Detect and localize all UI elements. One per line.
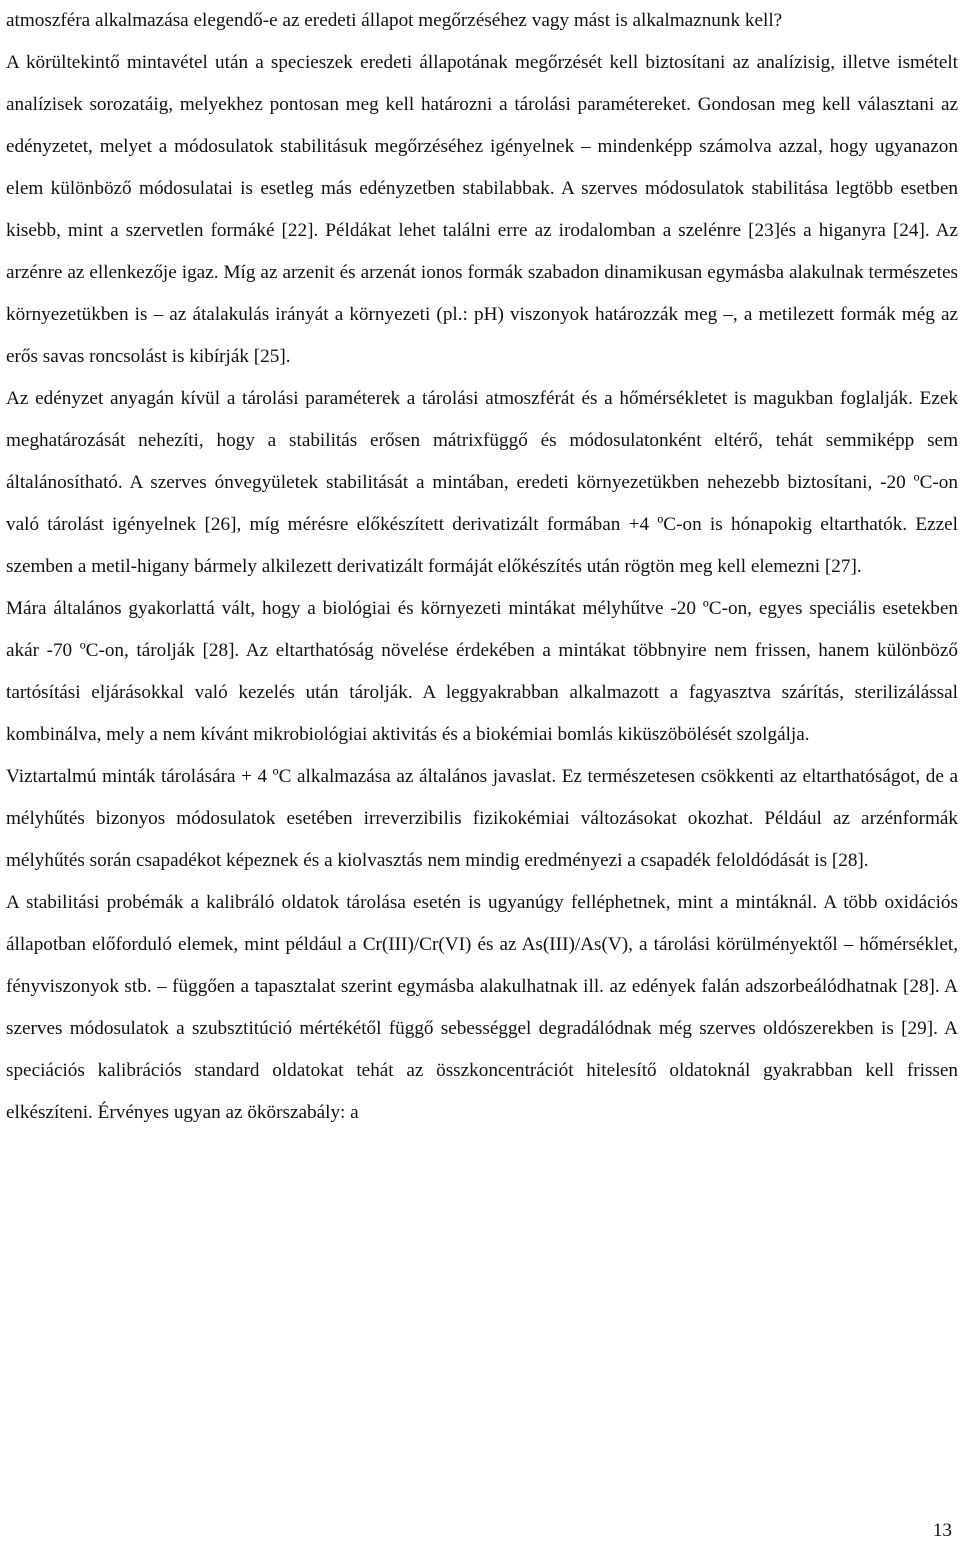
paragraph-calibration-stability: A stabilitási probémák a kalibráló oldatok tárolása esetén is ugyanúgy felléphetnek, mint a mintáknál. A több oxidációs állapotban előforduló elemek, mint például a Cr(III)/Cr(VI) és az As(III)/As(V), a tárolási körülményektől – hőmérséklet, fényviszonyok stb. – függően a tapasztalat szerint egymásba alakulhatnak ill. az edények falán adszorbeálódhatnak [28]. A szerves módosulatok a szubsztitúció mértékétől függő sebességgel degradálódnak még szerves oldószerekben is [29]. A speciációs kalibrációs standard oldatokat tehát az összkoncentrációt hitelesítő oldatoknál gyakrabban kell frissen elkészíteni. Érvényes ugyan az ökörszabály: a (6, 892, 958, 1123)
paragraph-aqueous-samples: Viztartalmú minták tárolására + 4 ºC alkalmazása az általános javaslat. Ez természetesen csökkenti az eltarthatóságot, de a mélyhűtés bizonyos módosulatok esetében irreverzibilis fizikokémiai változásokat okozhat. Például az arzénformák mélyhűtés során csapadékot képeznek és a kiolvasztás nem mindig eredményezi a csapadék feloldódását is [28]. (6, 766, 958, 871)
paragraph-deep-freezing: Mára általános gyakorlattá vált, hogy a biológiai és környezeti mintákat mélyhűtve -20 ºC-on, egyes speciális esetekben akár -70 ºC-on, tárolják [28]. Az eltarthatóság növelése érdekében a mintákat többnyire nem frissen, hanem különböző tartósítási eljárásokkal való kezelés után tárolják. A leggyakrabban alkalmazott a fagyasztva szárítás, sterilizálással kombinálva, mely a nem kívánt mikrobiológiai aktivitás és a biokémiai bomlás kiküszöbölését szolgálja. (6, 598, 958, 745)
page-number: 13 (932, 1520, 952, 1541)
paragraph-storage-parameters: Az edényzet anyagán kívül a tárolási paraméterek a tárolási atmoszférát és a hőmérsékletet is magukban foglalják. Ezek meghatározását nehezíti, hogy a stabilitás erősen mátrixfüggő és módosulatonként eltérő, tehát semmiképp sem általánosítható. A szerves ónvegyületek stabilitását a mintában, eredeti környezetükben nehezebb biztosítani, -20 ºC-on való tárolást igényelnek [26], míg mérésre előkészített derivatizált formában +4 ºC-on is hónapokig eltarthatók. Ezzel szemben a metil-higany bármely alkilezett derivatizált formáját előkészítés után rögtön meg kell elemezni [27]. (6, 388, 958, 577)
body-text (6, 0, 958, 1134)
paragraph-sampling-storage: A körültekintő mintavétel után a specieszek eredeti állapotának megőrzését kell biztosítani az analízisig, illetve ismételt analízisek sorozatáig, melyekhez pontosan meg kell határozni a tárolási paramétereket. Gondosan meg kell választani az edényzetet, melyet a módosulatok stabilitásuk megőrzéséhez igényelnek – mindenképp számolva azzal, hogy ugyanazon elem különböző módosulatai is esetleg más edényzetben stabilabbak. A szerves módosulatok stabilitása legtöbb esetben kisebb, mint a szervetlen formáké [22]. Példákat lehet találni erre az irodalomban a szelénre [23]és a higanyra [24]. Az arzénre az ellenkezője igaz. Míg az arzenit és arzenát ionos formák szabadon dinamikusan egymásba alakulnak természetes környezetükben is – az átalakulás irányát a környezeti (pl.: pH) viszonyok határozzák meg –, a metilezett formák még az erős savas roncsolást is kibírják [25]. (6, 52, 958, 367)
paragraph-storage-atmosphere: atmoszféra alkalmazása elegendő-e az eredeti állapot megőrzéséhez vagy mást is alkalmaznunk kell? (6, 10, 783, 31)
